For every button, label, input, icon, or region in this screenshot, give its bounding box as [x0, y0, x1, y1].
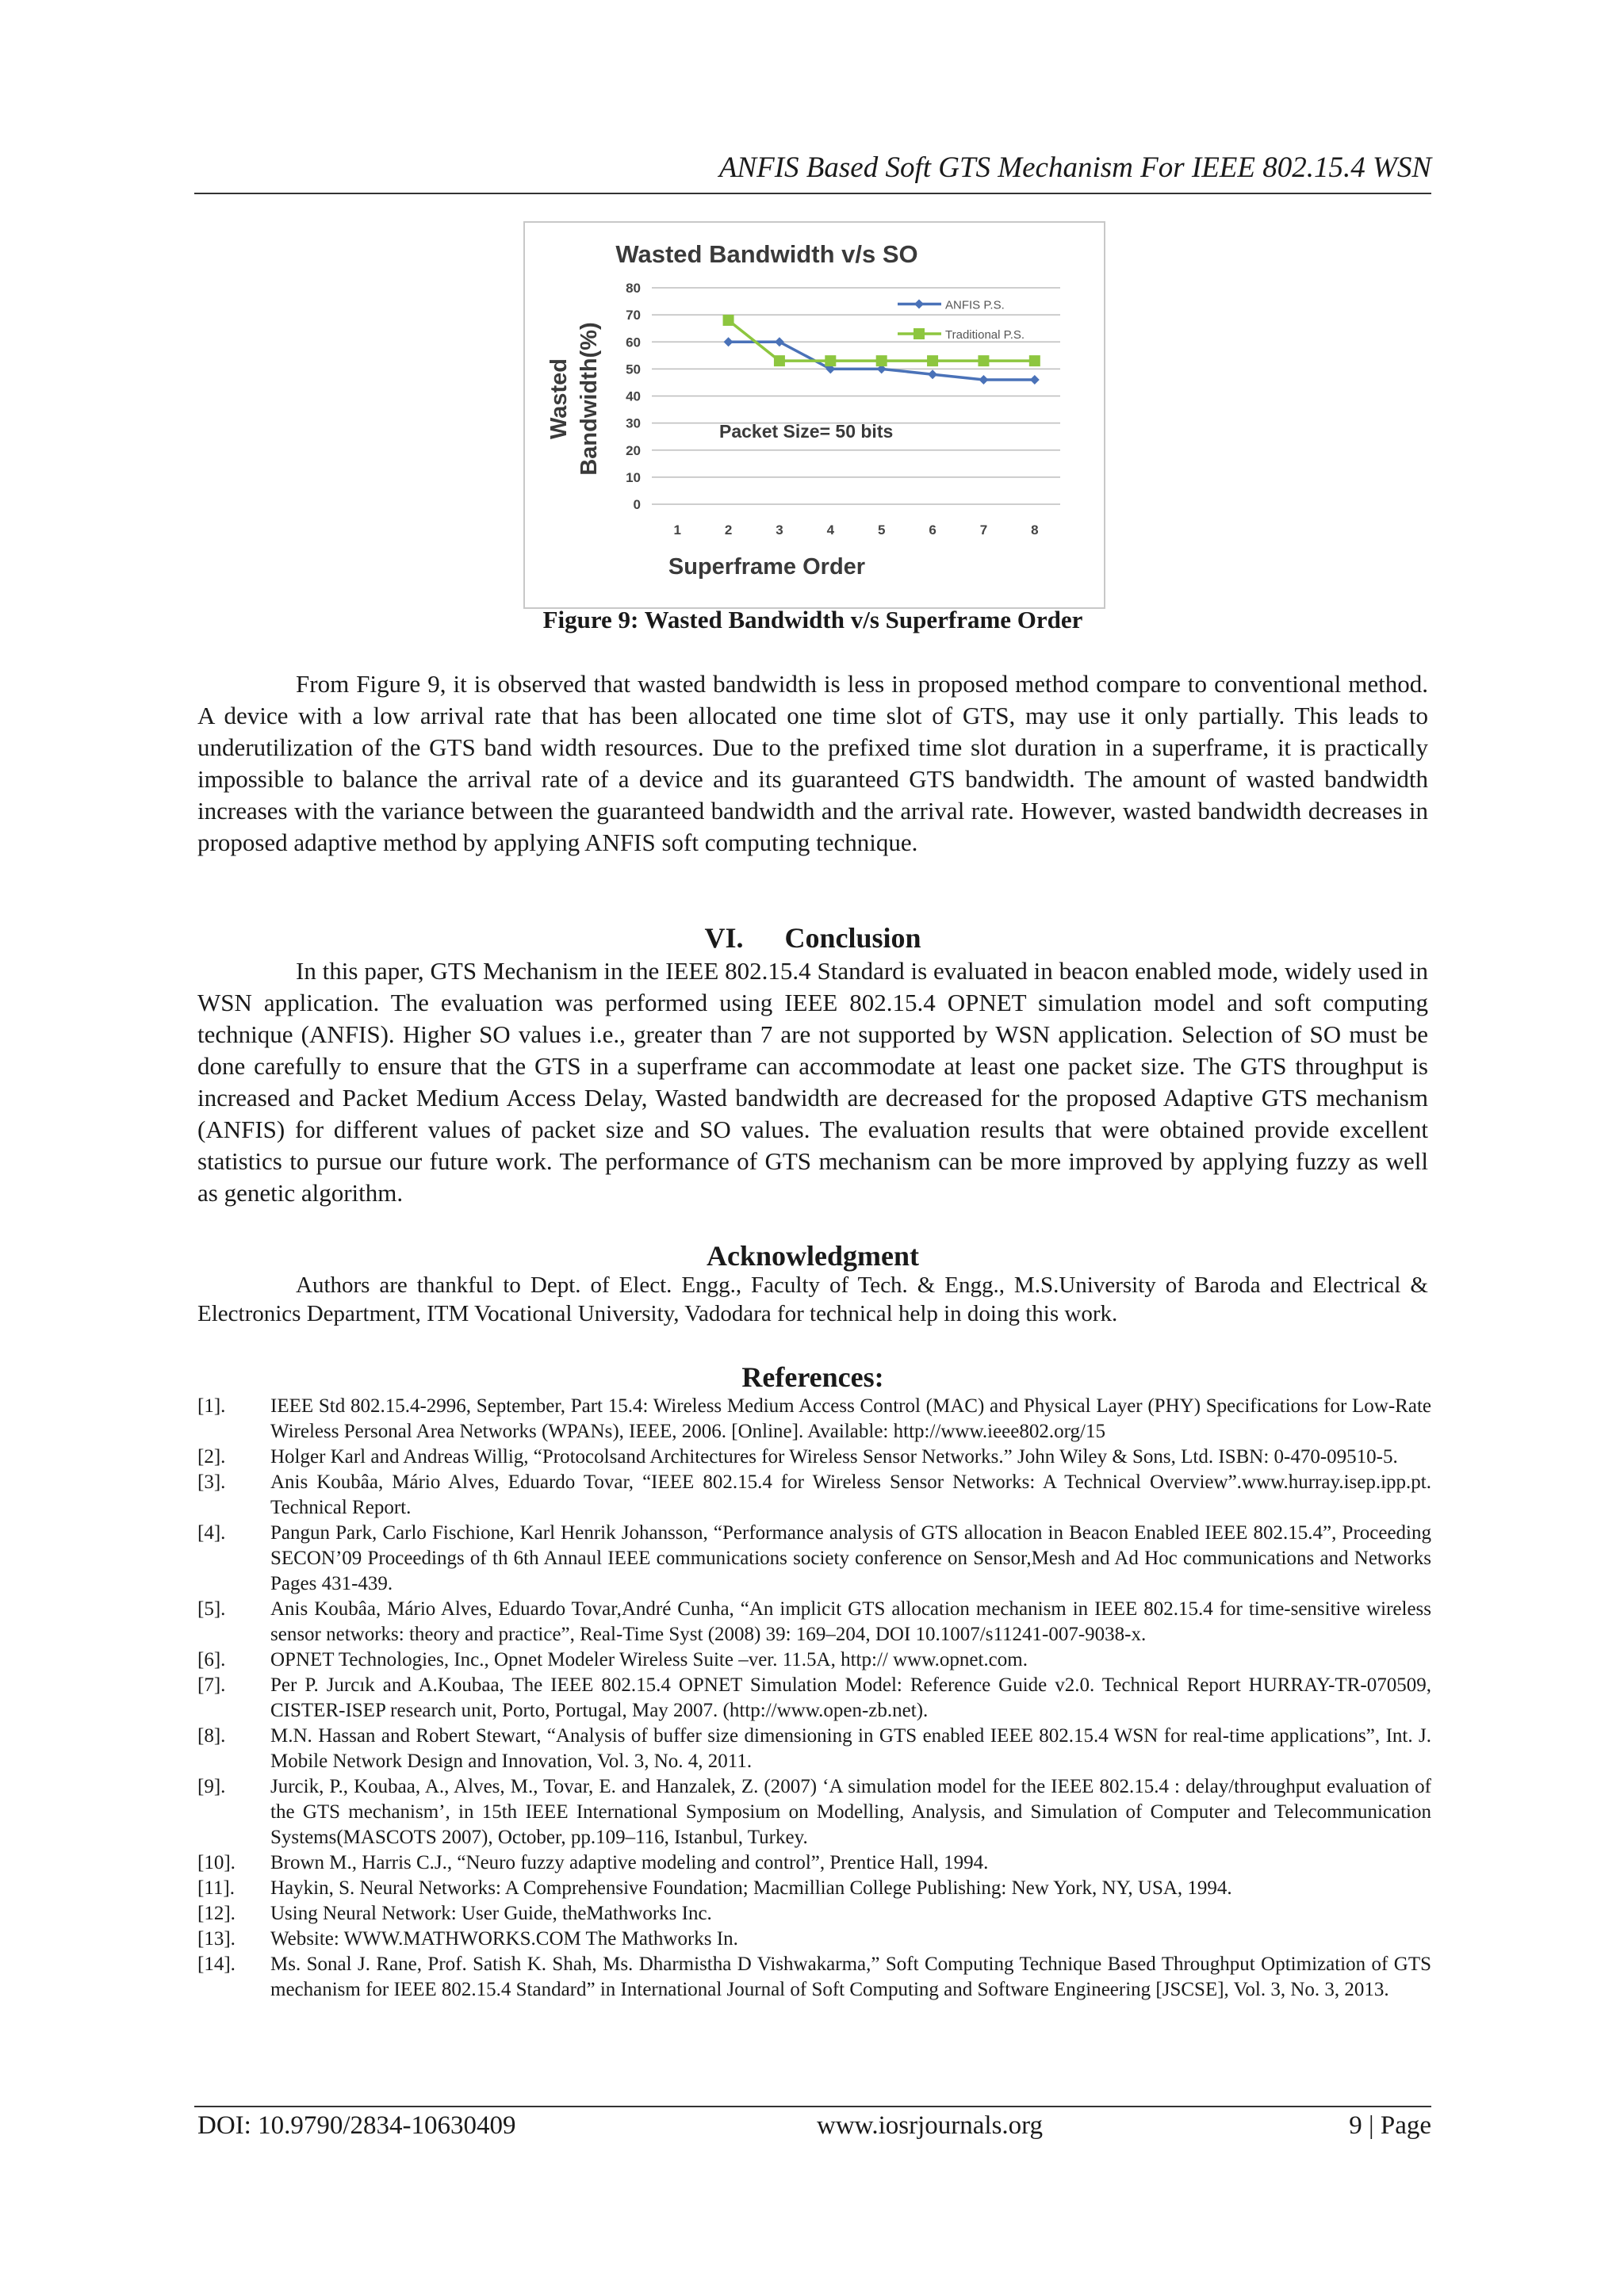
reference-text: M.N. Hassan and Robert Stewart, “Analysis of buffer size dimensioning in GTS enabled IEEE 802.15.4 WSN for real-time applications”, Int. J. Mobile Network Design and Innovation, Vol. 3, No. 4, 2011.	[270, 1725, 1431, 1772]
y-tick-label: 60	[626, 335, 641, 350]
reference-item	[197, 1901, 1431, 1927]
anfis-data-point	[979, 375, 988, 385]
reference-text: IEEE Std 802.15.4-2996, September, Part 15.4: Wireless Medium Access Control (MAC) and Physical Layer (PHY) Specifications for Low-Rate Wireless Personal Area Networks (WPANs), IEEE, 2006. [Online]. Available: http://www.ieee802.org/15	[270, 1395, 1431, 1442]
reference-number: [12].	[197, 1903, 236, 1924]
reference-number: [10].	[197, 1852, 236, 1873]
reference-number: [11].	[197, 1877, 235, 1899]
conclusion-title: Conclusion	[784, 922, 921, 954]
footer-site: www.iosrjournals.org	[817, 2111, 1044, 2140]
reference-list	[197, 1394, 1431, 2003]
running-header: ANFIS Based Soft GTS Mechanism For IEEE 802.15.4 WSN	[718, 151, 1431, 184]
legend-marker	[914, 299, 924, 308]
x-tick-label: 6	[929, 522, 936, 538]
footer-doi: DOI: 10.9790/2834-10630409	[197, 2111, 516, 2140]
results-paragraph: From Figure 9, it is observed that wasted bandwidth is less in proposed method compare to conventional method. A device with a low arrival rate that has been allocated one time slot of GTS, may use it only partially. This leads to underutilization of the GTS band width resources. Due to the prefixed time slot duration in a superframe, it is practically impossible to balance the arrival rate of a device and its guaranteed GTS bandwidth. The amount of wasted bandwidth increases with the variance between the guaranteed bandwidth and the arrival rate. However, wasted bandwidth decreases in proposed adaptive method by applying ANFIS soft computing technique.	[197, 670, 1428, 856]
acknowledgment-paragraph: Authors are thankful to Dept. of Elect. Engg., Faculty of Tech. & Engg., M.S.University of Baroda and Electrical & Electronics Department, ITM Vocational University, Vadodara for technical help in doing this work.	[197, 1272, 1428, 1326]
reference-item	[197, 1470, 1431, 1521]
conclusion-heading	[194, 921, 1431, 955]
figure-9	[523, 221, 1105, 609]
x-tick-label: 5	[877, 522, 886, 538]
reference-text: Website: WWW.MATHWORKS.COM The Mathworks In.	[270, 1928, 738, 1950]
conclusion-paragraph: In this paper, GTS Mechanism in the IEEE 802.15.4 Standard is evaluated in beacon enabled mode, widely used in WSN application. The evaluation was performed using IEEE 802.15.4 OPNET simulation model and soft computing technique (ANFIS). Higher SO values i.e., greater than 7 are not supported by WSN application. Selection of SO must be done carefully to ensure that the GTS in a superframe can accommodate at least one packet size. The GTS throughput is increased and Packet Medium Access Delay, Wasted bandwidth are decreased for the proposed Adaptive GTS mechanism (ANFIS) for different values of packet size and SO values. The evaluation results that were obtained provide excellent statistics to pursue our future work. The performance of GTS mechanism can be more improved by applying fuzzy as well as genetic algorithm.	[197, 957, 1428, 1207]
reference-number: [3].	[197, 1471, 226, 1493]
reference-number: [8].	[197, 1725, 226, 1747]
reference-item	[197, 1647, 1431, 1673]
traditional-data-point	[774, 355, 785, 366]
y-tick-label: 0	[633, 497, 641, 512]
x-tick-label: 2	[724, 522, 733, 538]
reference-text: Brown M., Harris C.J., “Neuro fuzzy adaptive modeling and control”, Prentice Hall, 1994.	[270, 1852, 989, 1873]
y-axis-label-line1: Wasted	[546, 358, 572, 440]
x-axis-label: Superframe Order	[668, 554, 866, 580]
traditional-data-point	[927, 355, 938, 366]
x-tick-label: 3	[776, 522, 783, 538]
footer-page: 9 | Page	[1349, 2111, 1431, 2140]
reference-item	[197, 1521, 1431, 1597]
reference-number: [5].	[197, 1598, 226, 1620]
y-tick-label: 30	[626, 415, 641, 431]
y-tick-label: 80	[626, 281, 641, 296]
x-tick-label: 7	[979, 522, 988, 538]
reference-text: Pangun Park, Carlo Fischione, Karl Henrik Johansson, “Performance analysis of GTS allocation in Beacon Enabled IEEE 802.15.4”, Proceeding SECON’09 Proceedings of th 6th Annaul IEEE communications society conference on Sensor,Mesh and Ad Hoc communications and Networks Pages 431-439.	[270, 1522, 1431, 1594]
reference-number: [4].	[197, 1522, 226, 1544]
reference-text: Jurcik, P., Koubaa, A., Alves, M., Tovar, E. and Hanzalek, Z. (2007) ‘A simulation model for the IEEE 802.15.4 : delay/throughput evaluation of the GTS mechanism’, in 15th IEEE International Symposium on Modelling, Analysis, and Simulation of Computer and Telecommunication Systems(MASCOTS 2007), October, pp.109–116, Istanbul, Turkey.	[270, 1776, 1431, 1848]
traditional-data-point	[978, 355, 989, 366]
y-tick-label: 50	[626, 362, 641, 377]
reference-item	[197, 1952, 1431, 2003]
wasted-bandwidth-chart	[525, 223, 1104, 607]
y-tick-label: 10	[626, 469, 641, 485]
reference-text: Per P. Jurcık and A.Koubaa, The IEEE 802.15.4 OPNET Simulation Model: Reference Guide v2.0. Technical Report HURRAY-TR-070509, CISTER-ISEP research unit, Porto, Portugal, May 2007. (http://www.open-zb.net).	[270, 1674, 1431, 1721]
anfis-data-point	[928, 369, 937, 379]
y-axis-label-line2: Bandwidth(%)	[576, 322, 602, 476]
reference-item	[197, 1597, 1431, 1647]
x-tick-label: 8	[1031, 522, 1039, 538]
reference-text: Ms. Sonal J. Rane, Prof. Satish K. Shah, Ms. Dharmistha D Vishwakarma,” Soft Computing Technique Based Throughput Optimization of GTS mechanism for IEEE 802.15.4 Standard” in International Journal of Soft Computing and Software Engineering [JSCSE], Vol. 3, No. 3, 2013.	[270, 1954, 1431, 2000]
chart-title: Wasted Bandwidth v/s SO	[615, 240, 918, 268]
reference-number: [1].	[197, 1395, 226, 1417]
y-tick-label: 70	[626, 308, 641, 323]
figure-caption: Figure 9: Wasted Bandwidth v/s Superframe Order	[542, 606, 1083, 633]
traditional-data-point	[723, 315, 734, 326]
reference-text: Anis Koubâa, Mário Alves, Eduardo Tovar, “IEEE 802.15.4 for Wireless Sensor Networks: A Technical Overview”.www.hurray.isep.ipp.pt. Technical Report.	[270, 1471, 1431, 1518]
reference-item	[197, 1850, 1431, 1876]
traditional-data-point	[1029, 355, 1040, 366]
anfis-data-point	[1030, 375, 1040, 385]
reference-number: [6].	[197, 1649, 226, 1670]
reference-number: [7].	[197, 1674, 226, 1696]
traditional-data-point	[876, 355, 887, 366]
reference-number: [2].	[197, 1446, 226, 1468]
reference-number: [13].	[197, 1928, 236, 1950]
x-tick-label: 4	[826, 522, 835, 538]
reference-text: Anis Koubâa, Mário Alves, Eduardo Tovar,André Cunha, “An implicit GTS allocation mechanism in IEEE 802.15.4 for time-sensitive wireless sensor networks: theory and practice”, Real-Time Syst (2008) 39: 169–204, DOI 10.1007/s11241-007-9038-x.	[270, 1598, 1431, 1645]
reference-text: Holger Karl and Andreas Willig, “Protocolsand Architectures for Wireless Sensor Networks.” John Wiley & Sons, Ltd. ISBN: 0-470-09510-5.	[270, 1446, 1398, 1468]
reference-item	[197, 1774, 1431, 1850]
legend-marker	[914, 328, 925, 339]
reference-text: OPNET Technologies, Inc., Opnet Modeler Wireless Suite –ver. 11.5A, http:// www.opnet.com.	[270, 1649, 1028, 1670]
reference-item	[197, 1927, 1431, 1952]
legend-label: Traditional P.S.	[945, 328, 1025, 342]
header-rule	[194, 193, 1431, 194]
x-tick-label: 1	[673, 522, 681, 538]
footer-rule	[194, 2106, 1431, 2107]
y-tick-label: 20	[626, 442, 641, 458]
y-tick-label: 40	[626, 388, 641, 404]
reference-text: Haykin, S. Neural Networks: A Comprehensive Foundation; Macmillian College Publishing: New York, NY, USA, 1994.	[270, 1877, 1232, 1899]
reference-item	[197, 1876, 1431, 1901]
conclusion-number: VI.	[704, 922, 744, 954]
reference-item	[197, 1445, 1431, 1470]
packet-size-annotation: Packet Size= 50 bits	[719, 420, 894, 442]
reference-text: Using Neural Network: User Guide, theMathworks Inc.	[270, 1903, 712, 1924]
acknowledgment-heading: Acknowledgment	[707, 1240, 919, 1272]
traditional-data-point	[825, 355, 836, 366]
anfis-data-point	[724, 337, 733, 346]
reference-item	[197, 1394, 1431, 1445]
reference-number: [14].	[197, 1954, 236, 1975]
reference-number: [9].	[197, 1776, 226, 1797]
references-heading: References:	[741, 1361, 884, 1393]
legend-label: ANFIS P.S.	[945, 298, 1005, 312]
reference-item	[197, 1724, 1431, 1774]
reference-item	[197, 1673, 1431, 1724]
